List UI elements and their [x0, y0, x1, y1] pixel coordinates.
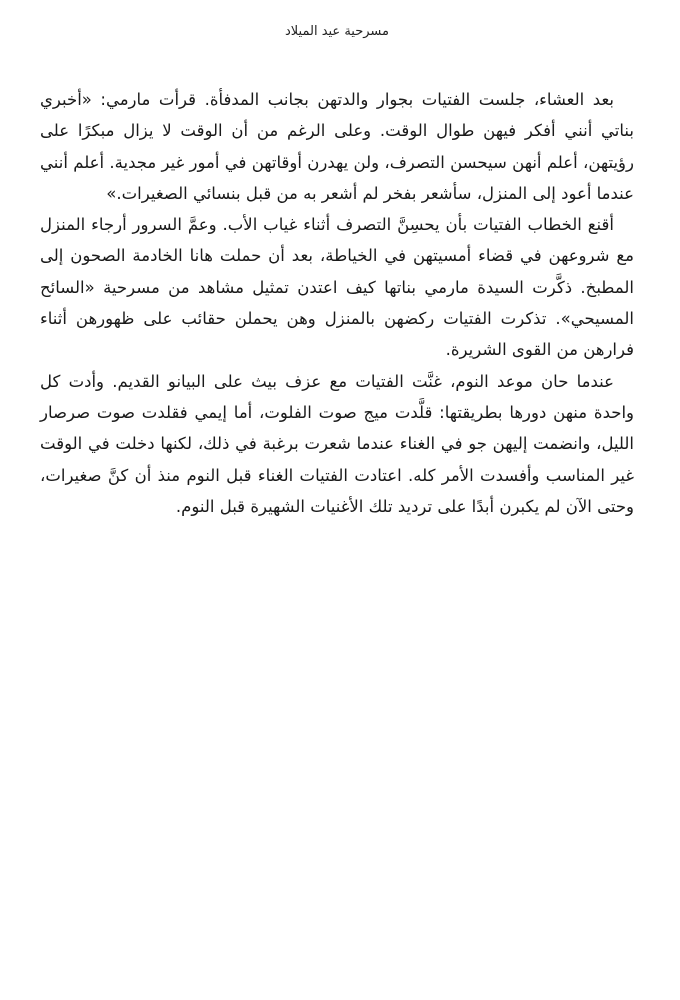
body-text	[40, 84, 634, 522]
paragraph-3: عندما حان موعد النوم، غنَّت الفتيات مع عزف بيث على البيانو القديم. وأدت كل واحدة منهن دورها بطريقتها: قلَّدت ميج صوت الفلوت، أما إيمي فقلدت صوت صرصار الليل، وانضمت إليهن جو في الغناء عندما شعرت برغبة في ذلك، لكنها دخلت في الوقت غير المناسب وأفسدت الأمر كله. اعتادت الفتيات الغناء قبل النوم منذ أن كنَّ صغيرات، وحتى الآن لم يكبرن أبدًا على ترديد تلك الأغنيات الشهيرة قبل النوم.	[40, 371, 634, 516]
paragraph-2: أقنع الخطاب الفتيات بأن يحسِنَّ التصرف أثناء غياب الأب. وعمَّ السرور أرجاء المنزل مع شروعهن في قضاء أمسيتهن في الخياطة، بعد أن حملت هانا الخادمة الصحون إلى المطبخ. ذكَّرت السيدة مارمي بناتها كيف اعتدن تمثيل مشاهد من مسرحية «السائح المسيحي». تذكرت الفتيات ركضهن بالمنزل وهن يحملن حقائب على ظهورهن أثناء فرارهن من القوى الشريرة.	[40, 215, 634, 360]
paragraph-1: بعد العشاء، جلست الفتيات بجوار والدتهن بجانب المدفأة. قرأت مارمي: «أخبري بناتي أنني أفكر فيهن طوال الوقت. وعلى الرغم من أن الوقت لا يزال مبكرًا على رؤيتهن، أعلم أنهن سيحسن التصرف، ولن يهدرن أوقاتهن في أمور غير مجدية. أعلم أنني عندما أعود إلى المنزل، سأشعر بفخر لم أشعر به من قبل بنسائي الصغيرات.»	[40, 90, 634, 203]
running-header-title: مسرحية عيد الميلاد	[285, 24, 389, 39]
